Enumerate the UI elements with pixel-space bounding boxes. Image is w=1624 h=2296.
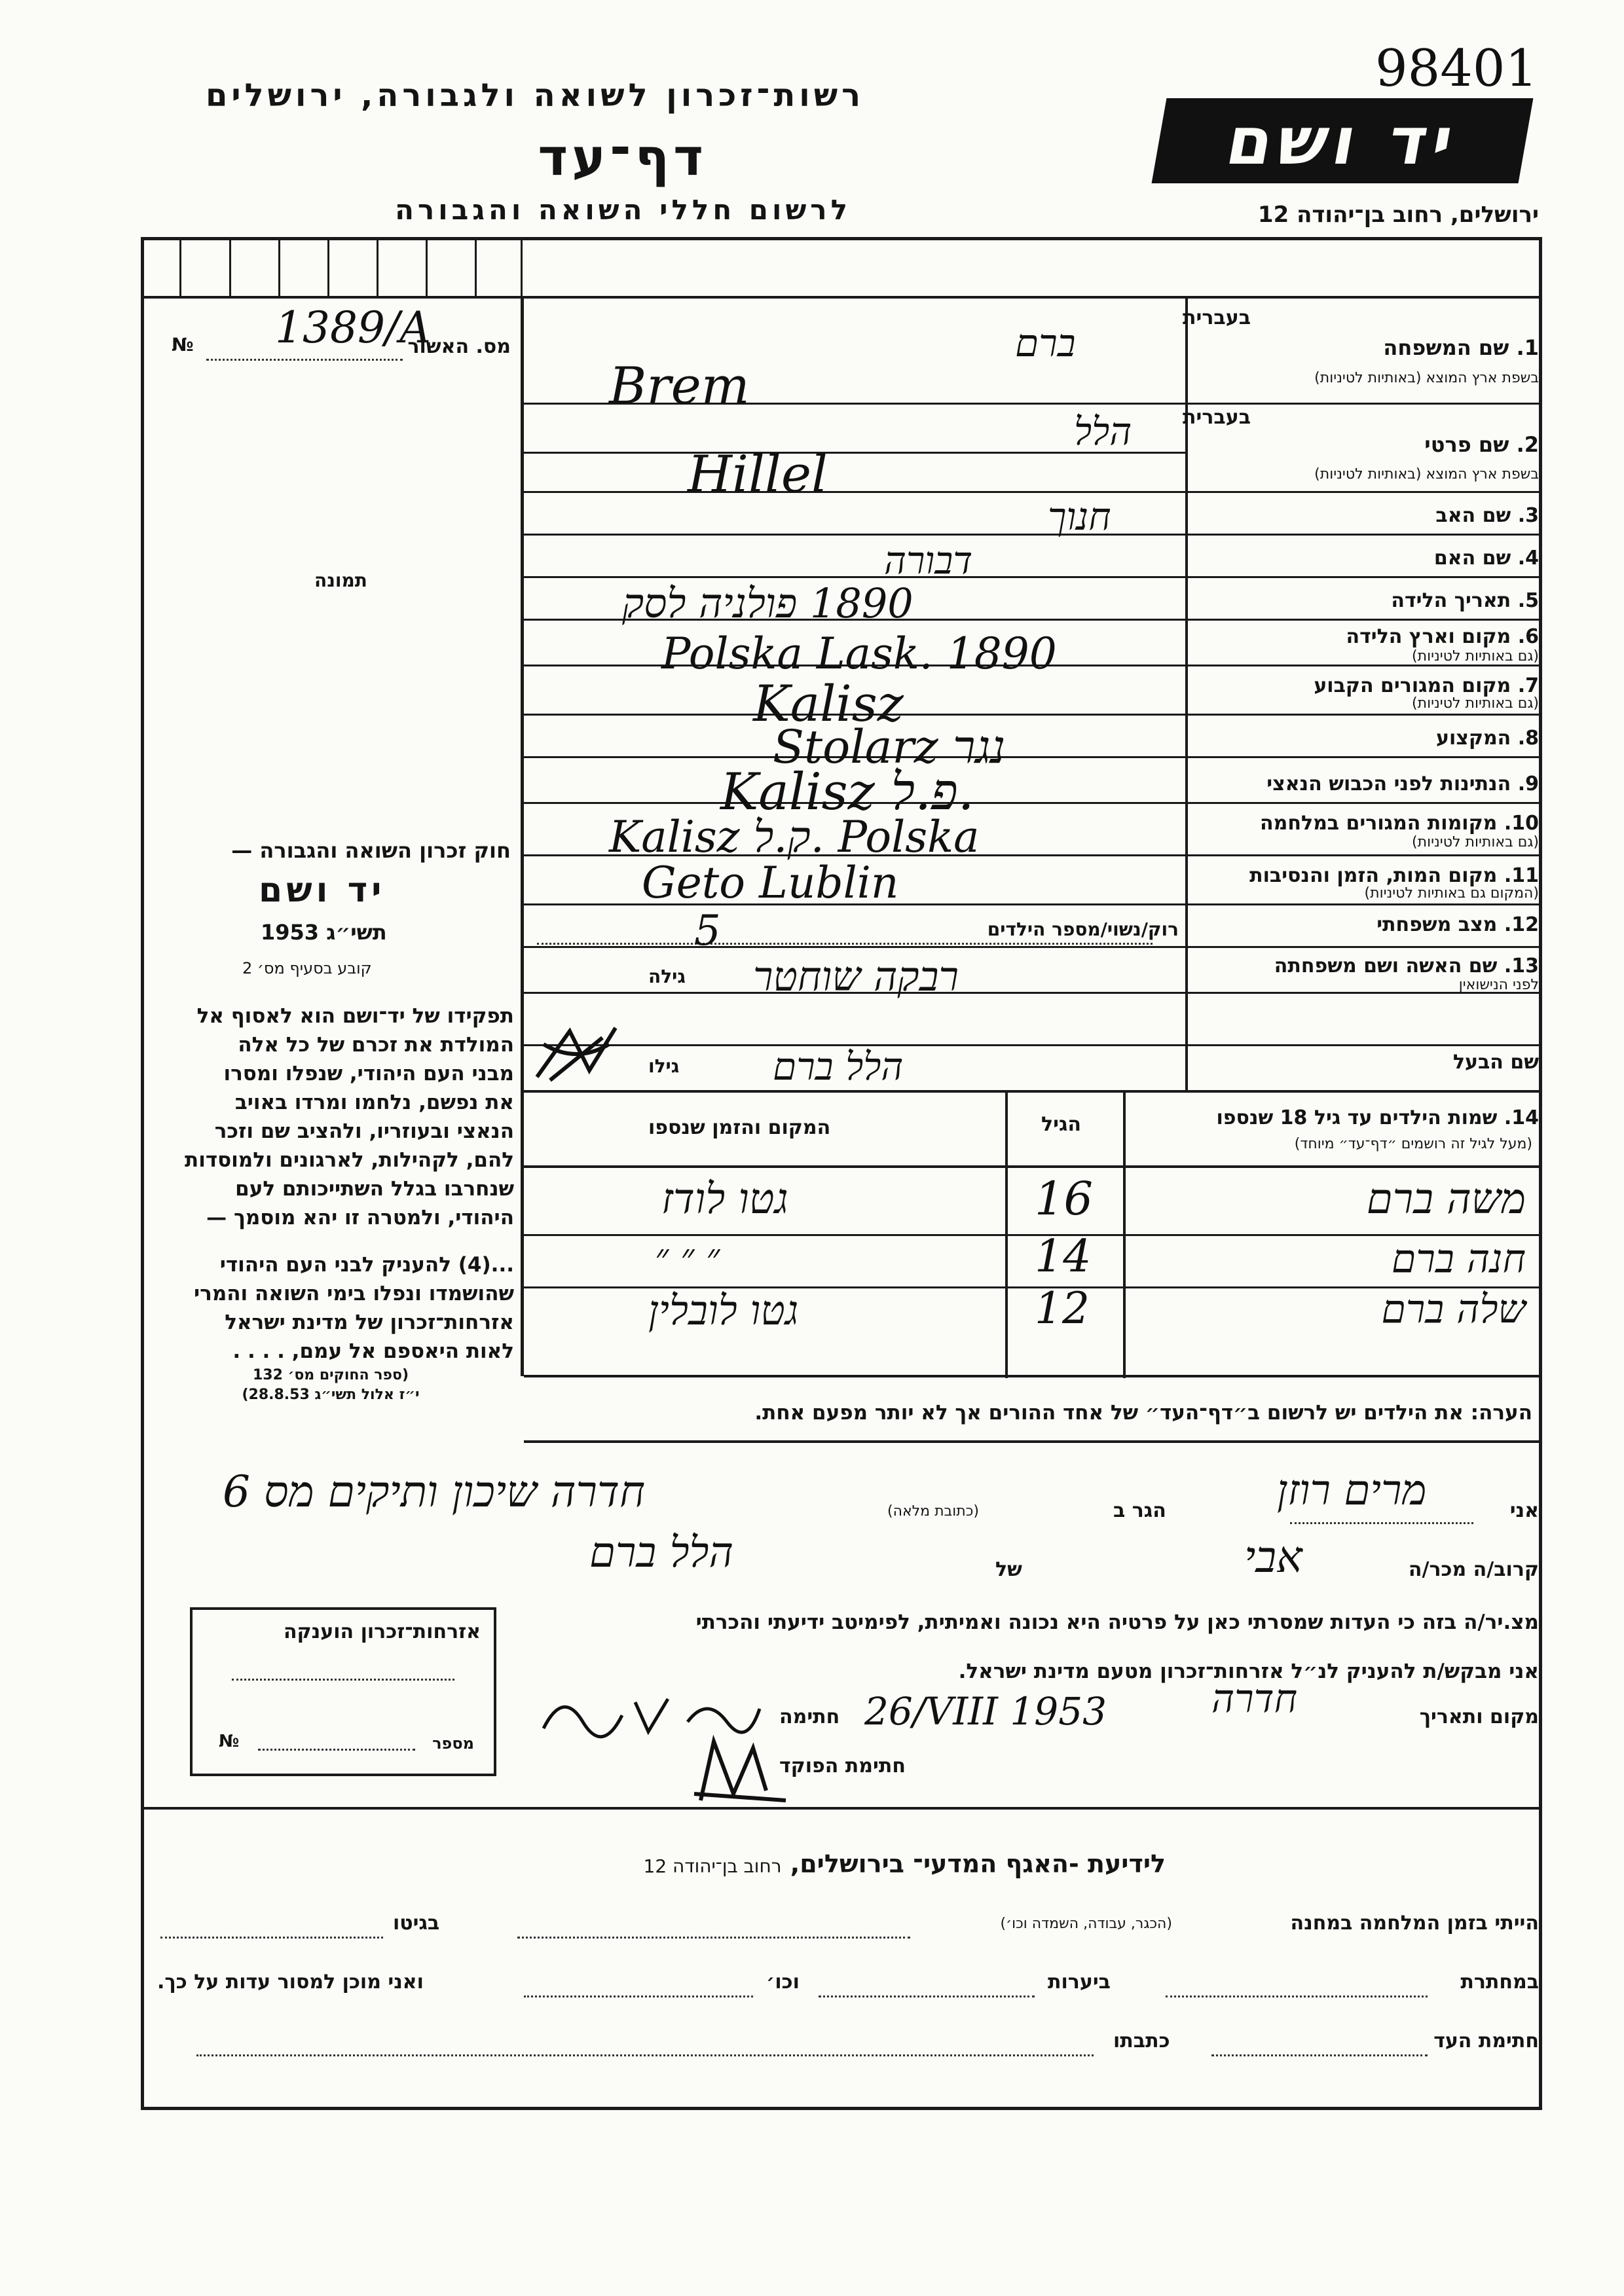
child-2-place: ״ ״ ״ [655, 1236, 720, 1279]
law-line: הנאצי ובעוזריו, ולהציב שם וזכר [214, 1120, 514, 1143]
footer-line1-dots2 [160, 1937, 383, 1939]
field-13-aux: גילה [648, 966, 686, 987]
footer-line3-b: כתבתו [1113, 2030, 1170, 2052]
field-6-label [1346, 625, 1539, 648]
field-2-value-latin: Hillel [688, 445, 828, 504]
left-border [141, 237, 144, 2109]
decl-address-hint: (כתובת מלאה) [887, 1503, 979, 1520]
row-rule [1185, 491, 1539, 493]
field-4-value: דבורה [884, 538, 973, 583]
row-rule [524, 756, 1539, 758]
field-7-value: Kalisz [753, 674, 904, 733]
field-12-label [1376, 913, 1539, 936]
cell-divider [179, 237, 181, 296]
child-3-name: שלה ברם [1381, 1286, 1526, 1332]
law-line: לאות היאספם אל עמם, . . . . [232, 1339, 514, 1363]
field-11-sub: (המקום גם באותיות לטיניות) [1364, 885, 1539, 902]
children-text: שמות הילדים עד גיל 18 שנספו [1216, 1106, 1498, 1129]
field-13-text: שם האשה ושם משפחתה [1274, 955, 1498, 977]
row-rule [524, 1044, 1539, 1046]
field-1-value-he: ברם [1015, 321, 1076, 365]
field-2-value-he: הלל [1074, 409, 1132, 454]
field-13-value: רבקה שוחטר [753, 953, 959, 1000]
org-header: רשות־זכרון לשואה ולגבורה, ירושלים [205, 77, 864, 114]
law-ref: י״ז אלול תשי״ג 28.8.53) [242, 1387, 420, 1403]
field-8-value: Stolarz נגר [773, 720, 1006, 774]
cert-box-title: אזרחות־זכרון הוענקה [283, 1620, 481, 1643]
decl-address-value: חדרה שיכון ותיקים מס 6 [223, 1467, 646, 1517]
approval-number: 1389/A [275, 302, 431, 353]
decl-date-value: 26/VIII 1953 [864, 1689, 1107, 1734]
child-2-name: חנה ברם [1391, 1236, 1526, 1282]
note-text: הערה: את הילדים יש לרשום ב״דף־העד״ של אחד ההורים אך לא יותר מפעם אחת. [754, 1401, 1532, 1425]
cert-number-label: מספר [432, 1734, 474, 1753]
husband-label: שם הבעל [1452, 1051, 1539, 1074]
law-line: מבני העם היהודי, שנפלו ומסרו [223, 1062, 514, 1085]
law-line: את נפשם, נלחמו ומרדו באויב [234, 1091, 514, 1114]
field-9-value: Kalisz פ.ל. [720, 763, 974, 822]
law-line: ...(4) להעניק לבני העם היהודי [219, 1253, 514, 1277]
cell-divider [426, 237, 428, 296]
field-5-value: 1890 פולניה לסק [622, 579, 913, 627]
footer-line2-dots2 [819, 1995, 1035, 1997]
table-bottom-rule [524, 1375, 1539, 1377]
certificate-box [190, 1607, 496, 1776]
field-9-num: 9. [1517, 773, 1539, 795]
field-7-label [1314, 674, 1539, 697]
field-2-num: 2. [1516, 432, 1539, 457]
approval-dots [206, 359, 403, 361]
child-3-place: גטו לובלין [648, 1286, 799, 1334]
children-label [1216, 1106, 1539, 1129]
footer-line2-b: ביערות [1048, 1971, 1111, 1994]
law-title: חוק זכרון השואה והגבורה — [231, 838, 511, 863]
logo-text: יד ושם [1221, 102, 1464, 179]
law-name: יד ושם [259, 871, 386, 910]
row-rule [524, 714, 1539, 716]
footer-line2-d: ואני מוכן למסור עדות על כך. [157, 1971, 424, 1994]
cell-divider [377, 237, 378, 296]
child-2-age: 14 [1035, 1231, 1092, 1283]
bottom-rule [141, 2107, 1542, 2110]
husband-value: הלל ברם [773, 1044, 904, 1089]
row-rule [524, 576, 1539, 578]
field-2-sub: בשפת ארץ המוצא (באותיות לטיניות) [1314, 466, 1539, 483]
scribble-mark [530, 1018, 622, 1090]
field-9-label [1266, 773, 1539, 795]
footer-line2-a: במחתרת [1460, 1971, 1539, 1994]
row-rule [524, 802, 1539, 804]
officer-signature [688, 1728, 792, 1807]
row-rule [1185, 403, 1539, 405]
footer-line1-a: הייתי בזמן המלחמה במחנה [1290, 1912, 1539, 1935]
footer-line1-hint: (הכגר, עבודה, השמדה וכו׳) [1000, 1916, 1172, 1932]
yad-vashem-logo [1152, 98, 1534, 183]
field-11-num: 11. [1504, 864, 1539, 887]
field-10-num: 10. [1504, 812, 1539, 835]
law-line: היהודי, ולמטרה זו יהא מוסמך — [206, 1206, 514, 1230]
footer-line3-dots [1211, 2054, 1428, 2056]
law-ref: (ספר החוקים מס׳ 132 [252, 1367, 409, 1383]
decl-signature-label: חתימה [779, 1705, 840, 1728]
footer-line3-a: חתימת העד [1433, 2030, 1539, 2052]
field-12-value: 5 [694, 907, 721, 955]
decl-resides-label: הגר ב [1113, 1499, 1166, 1522]
field-11-value: Geto Lublin [642, 858, 899, 908]
place-header: המקום והזמן שנספו [648, 1116, 831, 1139]
field-2-label [1424, 432, 1539, 457]
field-10-value: Kalisz ק.ל. Polska [609, 812, 980, 862]
age-header: הגיל [1041, 1113, 1081, 1136]
field-8-label [1436, 727, 1539, 750]
field-10-sub: (גם באותיות לטיניות) [1412, 834, 1539, 850]
field-6-num: 6. [1517, 625, 1539, 648]
child-1-age: 16 [1035, 1172, 1094, 1226]
footer-title-address: רחוב בן־יהודה 12 [643, 1855, 782, 1877]
field-7-sub: (גם באותיות לטיניות) [1412, 695, 1539, 712]
field-6-value: Polska Lask. 1890 [661, 629, 1057, 679]
decl-name-dots [1290, 1522, 1473, 1524]
footer-line2-dots3 [524, 1995, 753, 1997]
field-11-text: מקום המות, הזמן והנסיבות [1249, 864, 1498, 887]
field-1-sub: בשפת ארץ המוצא (באותיות לטיניות) [1314, 370, 1539, 386]
cert-no-sign: № [219, 1732, 240, 1751]
field-1-value-latin: Brem [609, 357, 750, 416]
cell-divider [327, 237, 329, 296]
footer-line3-dots2 [196, 2054, 1094, 2056]
child-3-age: 12 [1035, 1283, 1090, 1334]
field-5-text: תאריך הלידה [1391, 589, 1511, 612]
field-4-text: שם האם [1433, 547, 1511, 570]
field-2-lang: בעברית [1183, 406, 1251, 429]
field-6-text: מקום וארץ הלידה [1346, 625, 1511, 648]
row-rule [524, 946, 1539, 948]
footer-line2-c: וכו׳ [766, 1971, 800, 1994]
table-header-rule [524, 1165, 1539, 1168]
field-12-aux: רוק/נשוי/מספר הילדים [987, 919, 1179, 940]
row-rule [524, 534, 1539, 536]
cell-divider [278, 237, 280, 296]
footer-title-main: לידיעת -האגף המדעי־ בירושלים, [790, 1850, 1166, 1878]
field-7-text: מקום המגורים הקבוע [1314, 674, 1511, 697]
cell-divider [475, 237, 477, 296]
field-3-value: חנוך [1048, 494, 1111, 539]
field-9-text: הנתינות לפני הכבוש הנאצי [1266, 773, 1511, 795]
law-line: המולדת את זכרם של כל אלה [238, 1033, 514, 1057]
child-1-place: גטו לודז [661, 1175, 788, 1224]
field-1-num: 1. [1516, 335, 1539, 360]
cert-dots [232, 1679, 454, 1681]
header-address: ירושלים, רחוב בן־יהודה 12 [1257, 202, 1539, 228]
cell-divider [229, 237, 231, 296]
approval-label: מס. האשור [407, 335, 511, 358]
photo-label: תמונה [314, 570, 367, 591]
field-4-label [1434, 547, 1539, 570]
field-13-label [1274, 955, 1539, 977]
footer-line2-dots [1166, 1995, 1428, 1997]
law-year: תשי״ג 1953 [261, 920, 387, 945]
row-rule [524, 491, 1185, 493]
field-12-num: 12. [1504, 913, 1539, 936]
field-1-lang: בעברית [1183, 306, 1251, 329]
decl-relation-label: קרוב/ה מכר/ה [1408, 1558, 1539, 1581]
right-border [1539, 237, 1542, 2109]
row-rule [524, 992, 1539, 994]
children-sub: (מעל לגיל זה רושמים ״דף־עד״ מיוחד) [1294, 1136, 1532, 1152]
field-12-text: מצב משפחתי [1376, 913, 1498, 936]
field-2-text: שם פרטי [1424, 432, 1509, 457]
husband-aux: גילו [648, 1055, 680, 1077]
field-3-label [1435, 504, 1539, 527]
child-1-name: משה ברם [1366, 1175, 1526, 1224]
footer-top-rule [141, 1807, 1542, 1810]
declarant-name: מרים רוזן [1277, 1467, 1427, 1515]
form-subtitle: לרשום חללי השואה והגבורה [395, 194, 851, 226]
field-4-num: 4. [1517, 547, 1539, 570]
law-line: להם, לקהילות, לארגונים ולמוסדות [185, 1148, 514, 1172]
law-line: אזרחות־זכרון של מדינת ישראל [225, 1311, 514, 1334]
law-text [147, 1002, 514, 1405]
decl-of-label: של [995, 1558, 1022, 1581]
no-sign: № [172, 334, 194, 355]
footer-title [644, 1850, 1166, 1878]
decl-statement-2: אני מבקש/ת להעניק לנ״ל אזרחות־זכרון מטעם מדינת ישראל. [958, 1660, 1539, 1683]
field-5-label [1391, 589, 1539, 612]
field-5-num: 5. [1517, 589, 1539, 612]
field-3-text: שם האב [1435, 504, 1511, 527]
field-10-label [1260, 812, 1539, 835]
form-title: דף־עד [538, 128, 707, 187]
footer-line1-b: בגיטו [393, 1912, 440, 1935]
field-11-label [1249, 864, 1539, 887]
field-13-num: 13. [1504, 955, 1539, 977]
note-bottom-rule [524, 1440, 1539, 1443]
decl-ani: אני [1509, 1499, 1539, 1522]
decl-place-value: חדרה [1211, 1676, 1298, 1722]
cell-strip-bottom [141, 296, 1542, 299]
field-1-label [1383, 335, 1539, 360]
law-line: תפקידו של יד־ושם הוא לאסוף אל [196, 1004, 514, 1028]
archive-stamp-number: 98401 [1375, 39, 1538, 98]
cell-divider [521, 237, 523, 296]
field-10-text: מקומות המגורים במלחמה [1260, 812, 1498, 835]
left-column-divider [521, 296, 524, 1376]
field-8-text: המקצוע [1435, 727, 1511, 750]
law-clause: קובע בסעיף מס׳ 2 [242, 959, 372, 977]
footer-line1-dots [517, 1937, 910, 1939]
field-7-num: 7. [1517, 674, 1539, 697]
law-line: שהושמדו ונפלו בימי השואה והמרי [194, 1282, 514, 1305]
field-8-num: 8. [1517, 727, 1539, 750]
row-rule [524, 1090, 1539, 1093]
decl-relation-value: אבי [1244, 1532, 1302, 1582]
decl-of-value: הלל ברם [589, 1529, 733, 1577]
field-3-num: 3. [1517, 504, 1539, 527]
field-12-dots [537, 943, 1153, 945]
field-6-sub: (גם באותיות לטיניות) [1412, 648, 1539, 665]
field-13-sub: לפני הנישואין [1458, 977, 1539, 993]
law-line: שנחרבו בגלל השתייכותם לעם [235, 1177, 514, 1201]
decl-place-date-label: מקום ותאריך [1419, 1705, 1539, 1728]
cert-number-dots [258, 1749, 415, 1751]
top-rule [141, 237, 1542, 240]
decl-statement-1: מצ.יר/ה בזה כי העדות שמסרתי כאן על פרטיה היא נכונה ואמיתית, לפימיטב ידיעתי והכרתי [695, 1611, 1539, 1634]
children-num: 14. [1504, 1106, 1539, 1129]
decl-officer-label: חתימת הפוקד [779, 1755, 906, 1777]
field-1-text: שם המשפחה [1383, 335, 1509, 360]
